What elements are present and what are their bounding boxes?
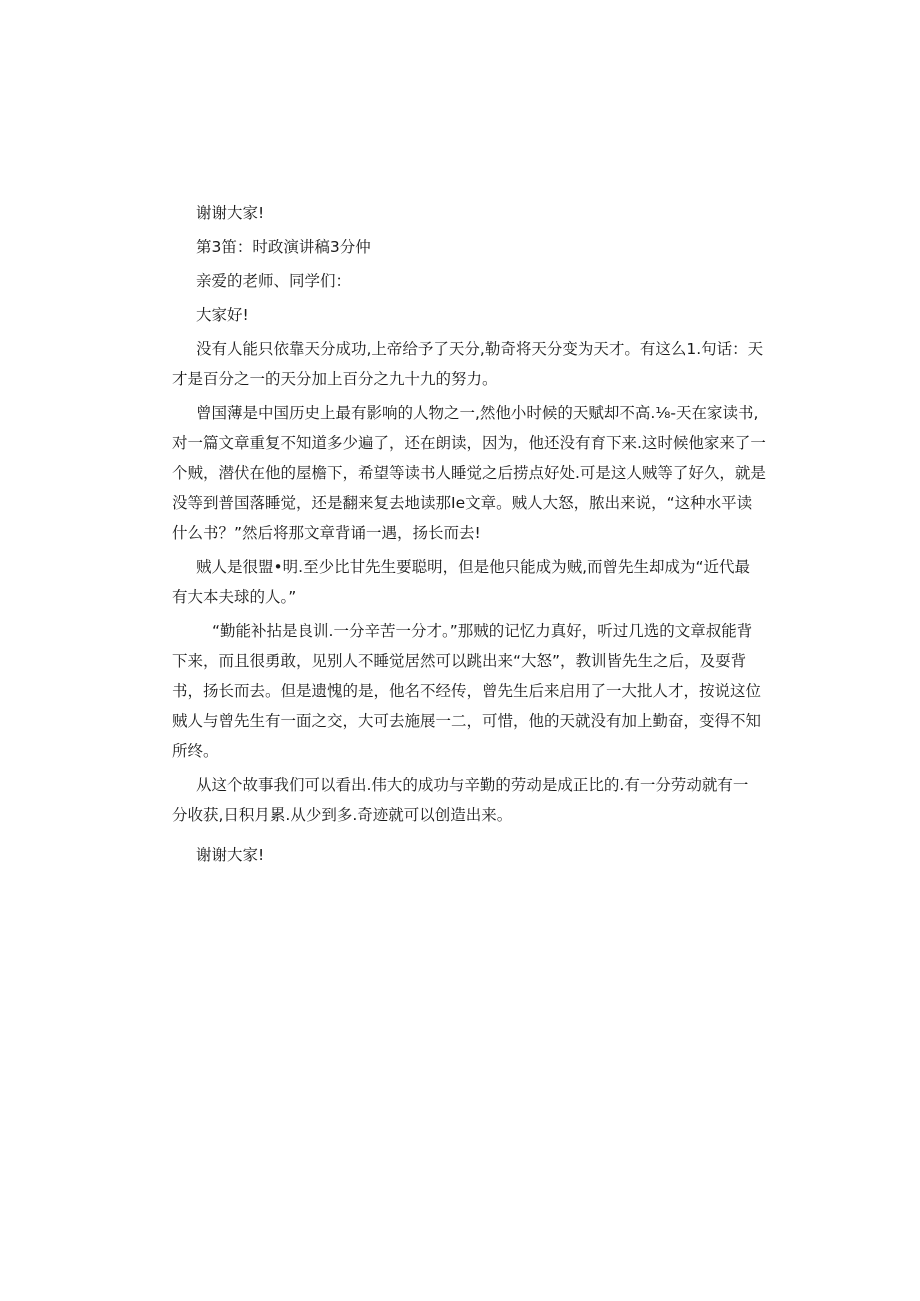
paragraph-line: “勤能补拈是良训.一分辛苦一分才。”那贼的记忆力真好，听过几选的文章叔能背 [212, 622, 753, 640]
closing-line: 谢谢大家! [196, 204, 265, 222]
paragraph-line: 有大本夫球的人。” [172, 588, 297, 606]
paragraph-line: 曾国薄是中国历史上最有影响的人物之一,然他小时候的天赋却不高.⅛-天在家读书, [196, 404, 759, 422]
paragraph-line: 从这个故事我们可以看出.伟大的成功与辛勤的劳动是成正比的.有一分劳动就有一 [196, 776, 749, 794]
document-body [172, 198, 766, 870]
paragraph-line: 分收获,日积月累.从少到多.奇迹就可以创造出来。 [172, 806, 513, 824]
salutation: 亲爱的老师、同学们： [196, 272, 352, 290]
paragraph-line: 贼人是很盟•明.至少比甘先生要聪明，但是他只能成为贼,而曾先生却成为“近代最 [196, 558, 751, 576]
greeting: 大家好! [196, 306, 249, 324]
paragraph-line: 个贼，潜伏在他的屋檐下，希望等读书人睡觉之后捞点好处.可是这人贼等了好久，就是 [172, 464, 766, 482]
paragraph-line: 没有人能只依靠天分成功,上帝给予了天分,勒奇将天分变为天才。有这么1.句话：天 [196, 340, 764, 358]
paragraph-line: 书，扬长而去。但是遗愧的是，他名不经传，曾先生后来启用了一大批人才，按说这位 [172, 682, 762, 700]
closing-line: 谢谢大家! [196, 846, 265, 864]
paragraph-line: 贼人与曾先生有一面之交，大可去施展一二，可惜，他的天就没有加上勤奋，变得不知 [172, 712, 762, 730]
paragraph-line: 没等到普国落睡觉，还是翻来复去地读那Ie文章。贼人大怒，脓出来说，“这种水平读 [172, 494, 753, 512]
paragraph-line: 所终。 [172, 742, 219, 760]
paragraph-line: 什么书？”然后将那文章背诵一遇，扬长而去! [172, 524, 481, 542]
paragraph-line: 下来，而且很勇敢，见别人不睡觉居然可以跳出来“大怒”，教训皆先生之后，及耍背 [172, 652, 747, 670]
paragraph-line: 对一篇文章重复不知道多少遍了，还在朗读，因为，他还没有育下来.这时候他家来了一 [172, 434, 766, 452]
section-title: 第3笛：时政演讲稿3分仲 [196, 238, 371, 256]
paragraph-line: 才是百分之一的天分加上百分之九十九的努力。 [172, 370, 498, 388]
